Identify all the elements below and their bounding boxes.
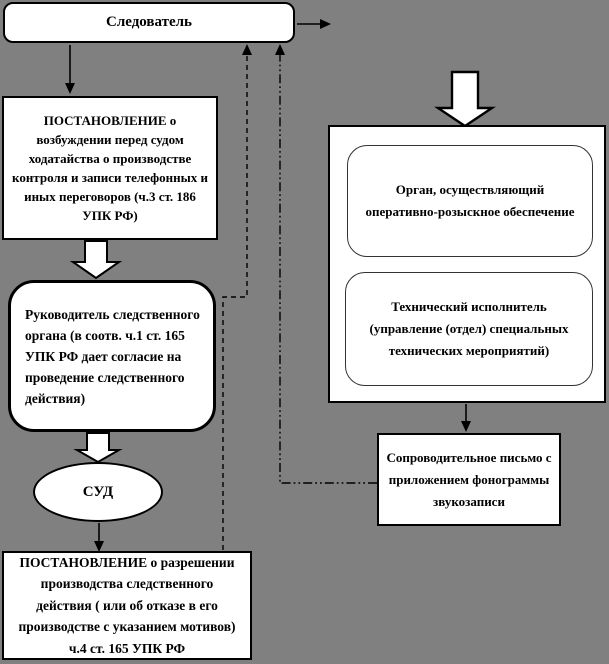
- node-cover-letter: [377, 433, 561, 526]
- node-cover-letter-label: Сопроводительное письмо с приложением фонограммы звукозаписи: [386, 449, 552, 509]
- node-operational-body: [347, 145, 593, 257]
- node-petition-resolution-label: ПОСТАНОВЛЕНИЕ о возбуждении перед судом ходатайства о производстве контроля и записи телефонных и иных переговоров (ч.3 ст. 186 УПК РФ): [12, 113, 209, 223]
- node-head-of-investigative-body-label: Руководитель следственного органа (в соотв. ч.1 ст. 165 УПК РФ дает согласие на проведение следственного действия): [25, 306, 200, 406]
- block-arrow-head-to-court: [77, 433, 119, 462]
- arrow-investigator-to-petition: [65, 45, 75, 94]
- node-technical-executor-label: Технический исполнитель (управление (отдел) специальных технических мероприятий): [369, 299, 569, 358]
- node-court-label: СУД: [82, 483, 114, 500]
- node-investigator: [3, 2, 295, 43]
- node-permission-resolution-label: ПОСТАНОВЛЕНИЕ о разрешении производства следственного действия ( или об отказе в его производстве с указанием мотивов) ч.4 ст. 165 УПК РФ: [18, 554, 236, 656]
- dashed-arrow-permission-to-investigator: [223, 44, 252, 550]
- node-court: [33, 462, 163, 522]
- block-arrow-petition-to-head: [73, 241, 119, 278]
- arrow-container-to-coverletter: [461, 404, 471, 432]
- block-arrow-into-operational-container: [438, 72, 492, 126]
- node-permission-resolution: [2, 551, 252, 660]
- node-head-of-investigative-body: [8, 280, 216, 432]
- node-operational-body-label: Орган, осуществляющий оперативно-розыскное обеспечение: [365, 182, 575, 219]
- node-petition-resolution: [2, 96, 218, 240]
- node-technical-executor: [345, 272, 593, 386]
- node-investigator-label: Следователь: [105, 14, 192, 30]
- arrow-investigator-right: [297, 19, 331, 29]
- arrow-court-to-permission: [94, 523, 104, 552]
